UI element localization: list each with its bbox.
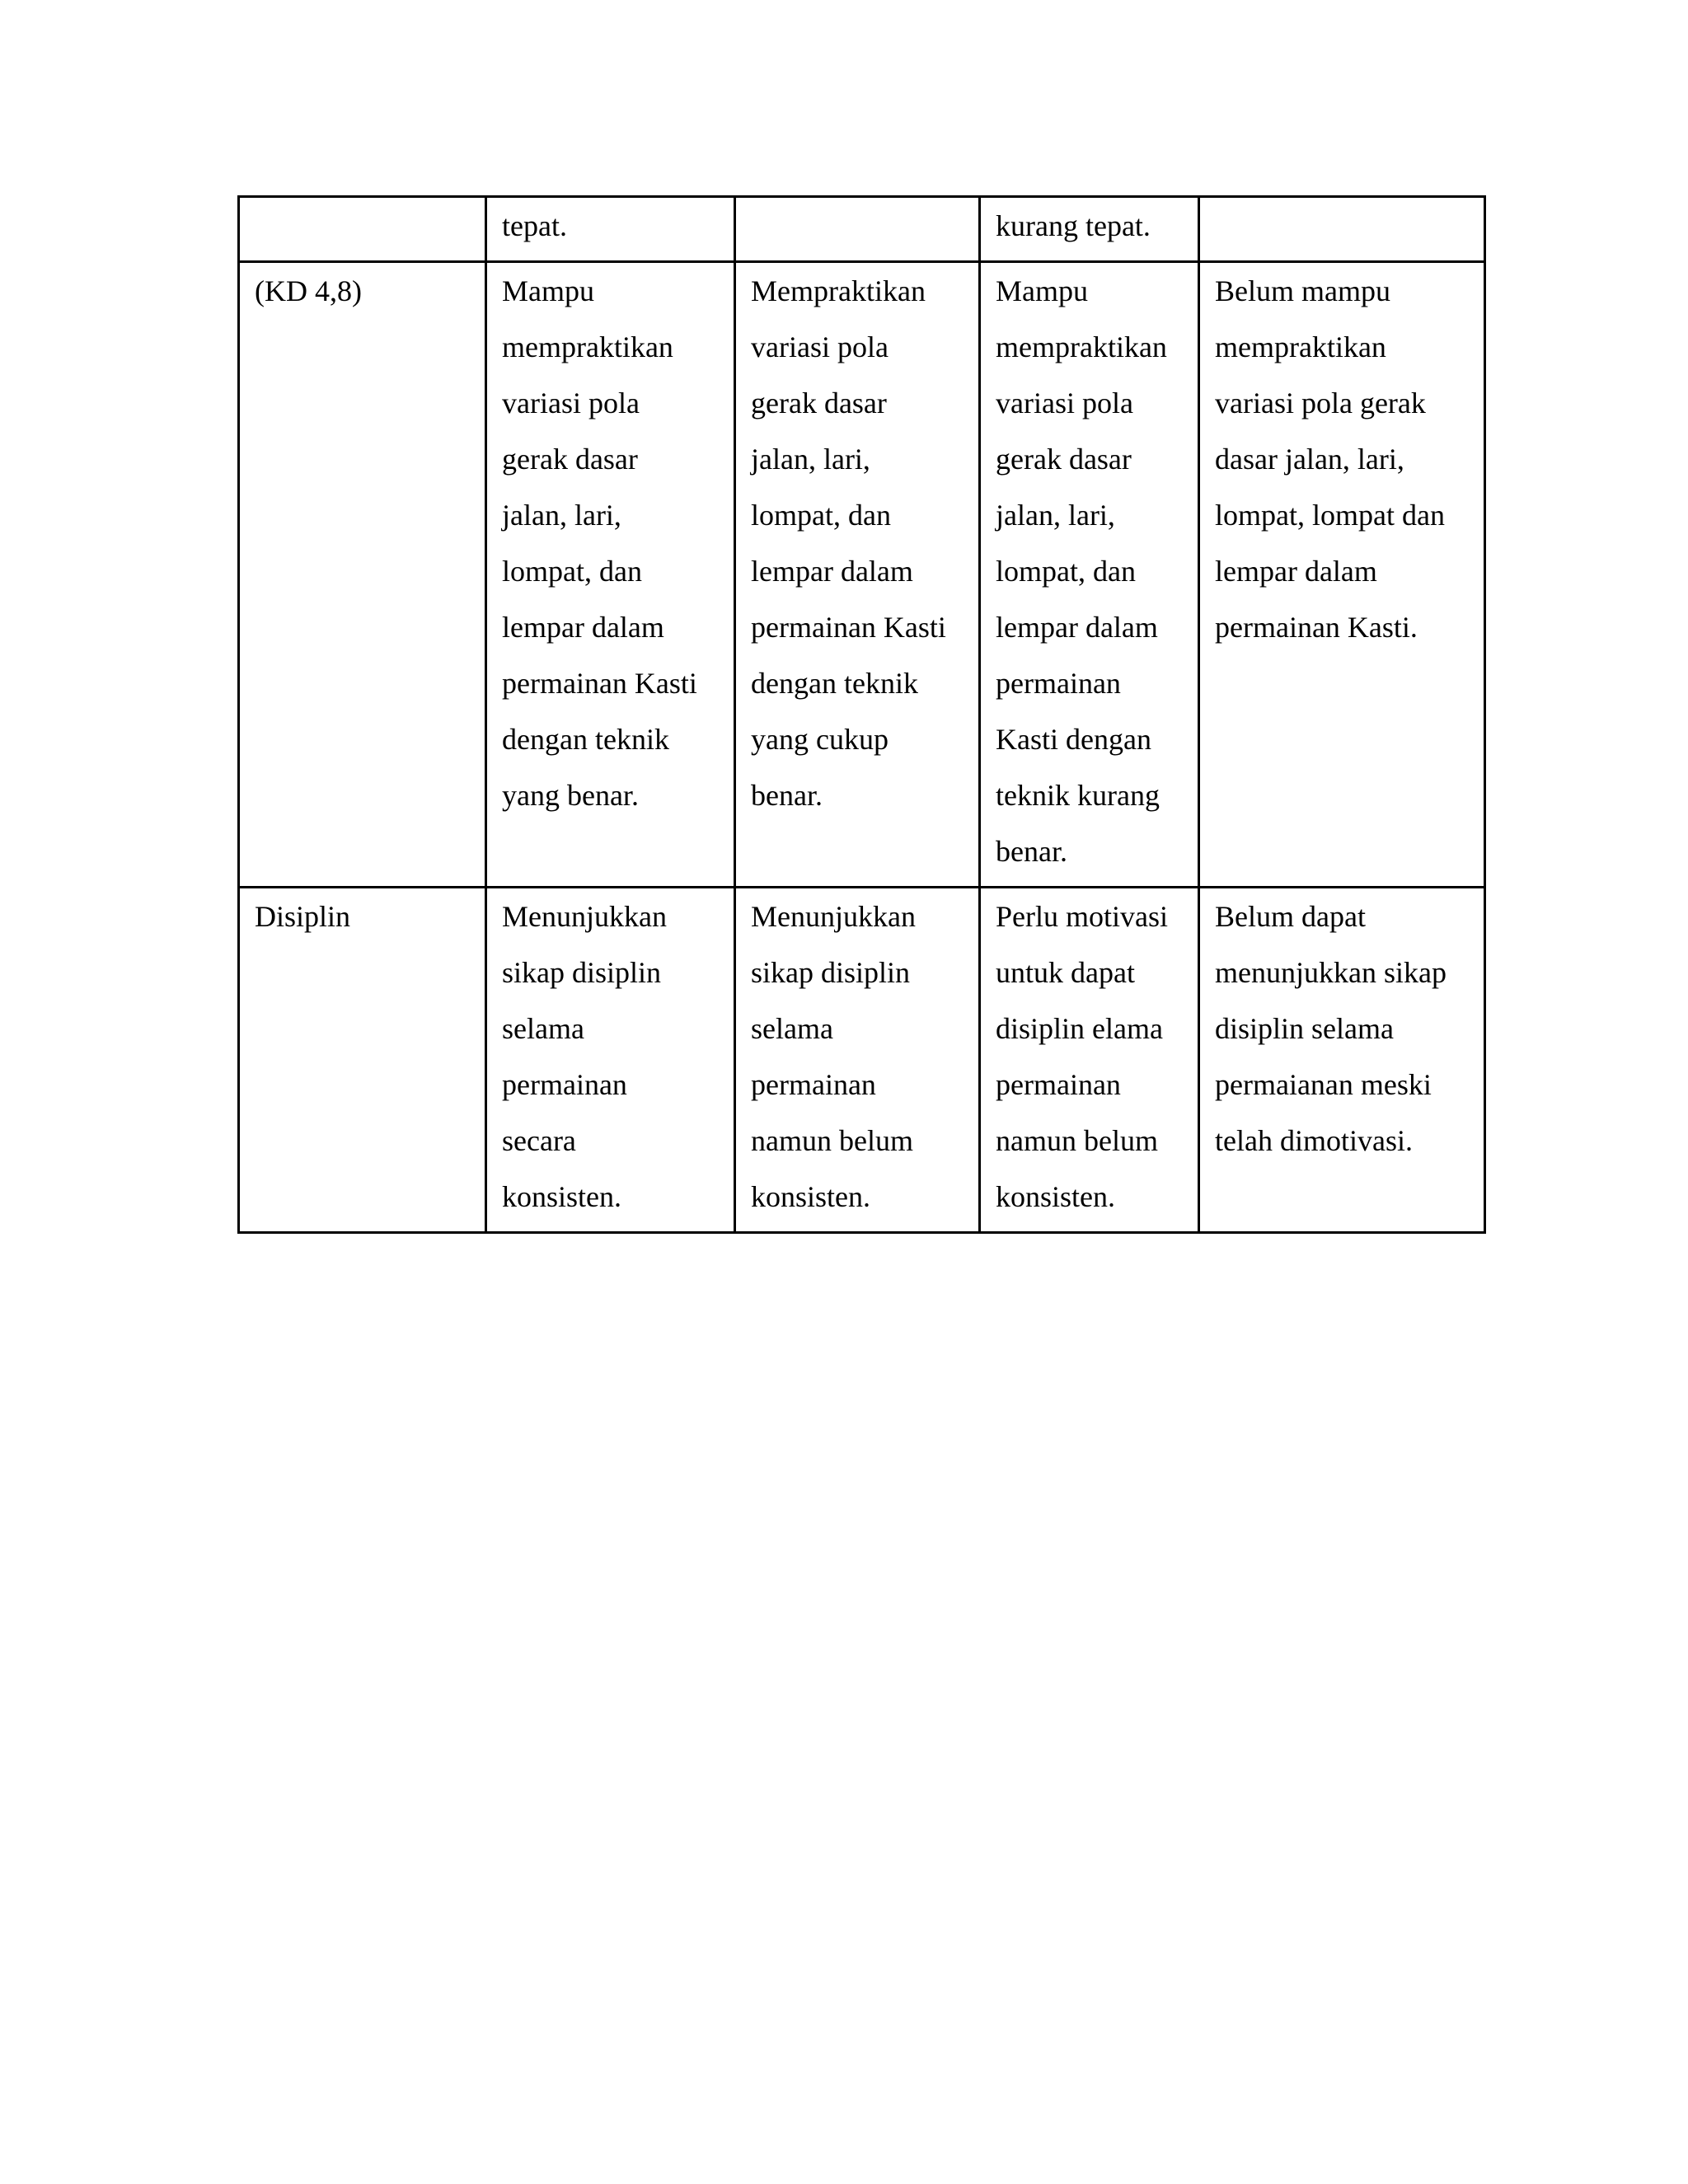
cell-text-line: yang benar. bbox=[502, 779, 639, 812]
cell-text-line: disiplin elama bbox=[996, 1012, 1163, 1045]
cell-text-line: Mampu bbox=[502, 274, 594, 307]
cell-text-line: lempar dalam bbox=[751, 555, 913, 588]
cell-text-line: lempar dalam bbox=[1215, 555, 1377, 588]
cell-text-line: permainan bbox=[996, 1068, 1121, 1101]
cell-text-line: dengan teknik bbox=[751, 667, 918, 700]
table-cell bbox=[980, 197, 1199, 262]
table-row-kd-4-8 bbox=[239, 262, 1485, 888]
cell-text-line: (KD 4,8) bbox=[255, 274, 362, 307]
cell-text-line: teknik kurang bbox=[996, 779, 1160, 812]
cell-text-line: benar. bbox=[996, 835, 1067, 868]
cell-text-line: variasi pola bbox=[502, 387, 640, 419]
table-cell bbox=[735, 888, 980, 1233]
rubric-table bbox=[237, 195, 1486, 1234]
rubric-table-body bbox=[239, 197, 1485, 1233]
table-row-disiplin bbox=[239, 888, 1485, 1233]
cell-text-line: variasi pola bbox=[996, 387, 1133, 419]
cell-text-line: disiplin selama bbox=[1215, 1012, 1394, 1045]
table-cell bbox=[239, 197, 486, 262]
cell-text-line: konsisten. bbox=[751, 1180, 871, 1213]
cell-text-line: selama bbox=[751, 1012, 833, 1045]
table-cell bbox=[239, 262, 486, 888]
cell-text-line: Mempraktikan bbox=[751, 274, 926, 307]
cell-text-line: permainan bbox=[751, 1068, 876, 1101]
cell-text-line: benar. bbox=[751, 779, 823, 812]
cell-text-line: dengan teknik bbox=[502, 723, 669, 756]
cell-text-line: gerak dasar bbox=[751, 387, 887, 419]
cell-text-line: yang cukup bbox=[751, 723, 889, 756]
cell-text-line: mempraktikan bbox=[1215, 330, 1386, 363]
cell-text-line: lompat, dan bbox=[751, 499, 891, 532]
table-cell bbox=[735, 197, 980, 262]
cell-text-line: untuk dapat bbox=[996, 956, 1135, 989]
cell-text-line: lempar dalam bbox=[996, 611, 1158, 644]
cell-text-line: sikap disiplin bbox=[502, 956, 662, 989]
cell-text-line: selama bbox=[502, 1012, 584, 1045]
cell-text-line: variasi pola gerak bbox=[1215, 387, 1426, 419]
table-cell bbox=[980, 262, 1199, 888]
cell-text-line: permainan Kasti. bbox=[1215, 611, 1418, 644]
table-cell bbox=[1199, 888, 1485, 1233]
cell-text-line: kurang tepat. bbox=[996, 209, 1151, 242]
cell-text-line: sikap disiplin bbox=[751, 956, 911, 989]
table-cell bbox=[735, 262, 980, 888]
cell-text-line: gerak dasar bbox=[996, 443, 1132, 476]
cell-text-line: permaianan meski bbox=[1215, 1068, 1432, 1101]
cell-text-line: jalan, lari, bbox=[751, 443, 870, 476]
cell-text-line: variasi pola bbox=[751, 330, 889, 363]
cell-text-line: konsisten. bbox=[996, 1180, 1116, 1213]
cell-text-line: permainan bbox=[996, 667, 1121, 700]
cell-text-line: namun belum bbox=[996, 1124, 1158, 1157]
cell-text-line: Perlu motivasi bbox=[996, 900, 1168, 933]
cell-text-line: jalan, lari, bbox=[996, 499, 1115, 532]
cell-text-line: permainan Kasti bbox=[751, 611, 946, 644]
cell-text-line: lempar dalam bbox=[502, 611, 664, 644]
table-cell bbox=[1199, 262, 1485, 888]
cell-text-line: mempraktikan bbox=[502, 330, 673, 363]
table-row-continuation bbox=[239, 197, 1485, 262]
cell-text-line: Disiplin bbox=[255, 900, 351, 933]
cell-text-line: gerak dasar bbox=[502, 443, 638, 476]
table-cell bbox=[980, 888, 1199, 1233]
cell-text-line: Belum mampu bbox=[1215, 274, 1390, 307]
cell-text-line: tepat. bbox=[502, 209, 567, 242]
table-cell bbox=[239, 888, 486, 1233]
cell-text-line: permainan bbox=[502, 1068, 627, 1101]
cell-text-line: Kasti dengan bbox=[996, 723, 1151, 756]
cell-text-line: Menunjukkan bbox=[751, 900, 916, 933]
cell-text-line: Belum dapat bbox=[1215, 900, 1366, 933]
table-cell bbox=[486, 197, 735, 262]
cell-text-line: lompat, dan bbox=[996, 555, 1136, 588]
cell-text-line: dasar jalan, lari, bbox=[1215, 443, 1404, 476]
cell-text-line: Mampu bbox=[996, 274, 1088, 307]
table-cell bbox=[1199, 197, 1485, 262]
cell-text-line: mempraktikan bbox=[996, 330, 1167, 363]
table-cell bbox=[486, 262, 735, 888]
table-cell bbox=[486, 888, 735, 1233]
cell-text-line: menunjukkan sikap bbox=[1215, 956, 1447, 989]
cell-text-line: konsisten. bbox=[502, 1180, 622, 1213]
cell-text-line: telah dimotivasi. bbox=[1215, 1124, 1413, 1157]
cell-text-line: Menunjukkan bbox=[502, 900, 667, 933]
cell-text-line: namun belum bbox=[751, 1124, 913, 1157]
cell-text-line: permainan Kasti bbox=[502, 667, 697, 700]
cell-text-line: secara bbox=[502, 1124, 576, 1157]
cell-text-line: lompat, lompat dan bbox=[1215, 499, 1445, 532]
cell-text-line: jalan, lari, bbox=[502, 499, 621, 532]
cell-text-line: lompat, dan bbox=[502, 555, 642, 588]
